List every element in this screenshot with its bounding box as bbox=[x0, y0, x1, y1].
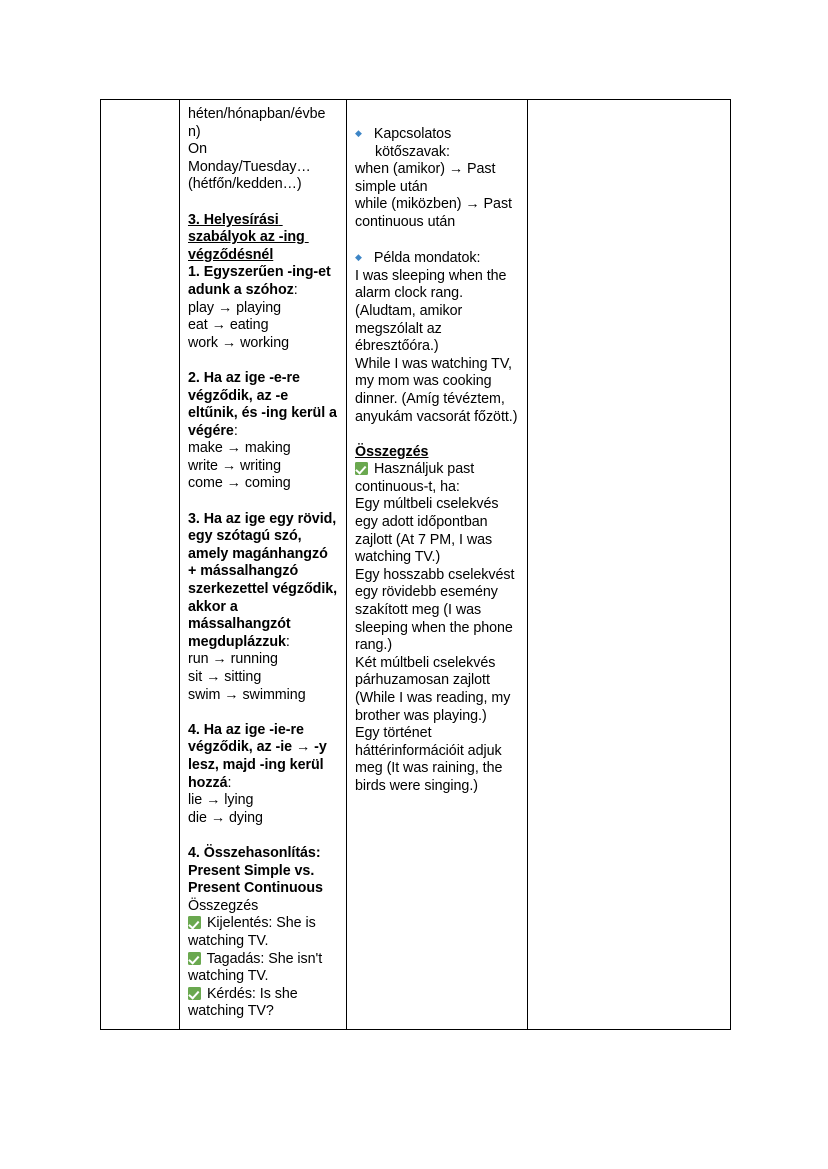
table-cell-spacer bbox=[101, 100, 180, 1030]
examples-bullet-line bbox=[355, 249, 520, 268]
rule-4-title bbox=[188, 722, 339, 792]
example-sentence-1: I was sleeping when the alarm clock rang. (Aludtam, amikor megszólalt az ébresztőóra.) bbox=[355, 267, 511, 355]
blank-cell-content bbox=[528, 100, 730, 114]
spacer-cell-content bbox=[101, 100, 179, 114]
rule-3-title bbox=[188, 510, 342, 652]
conjunction-line-2: while (miközben) → Past continuous után bbox=[355, 196, 516, 230]
rule-3-title-text: 3. Ha az ige egy rövid, egy szótagú szó, amely magánhangzó + mássalhangzó szerkezettel végződik, akkor a mássalhangzót megduplázzuk bbox=[188, 510, 342, 650]
section-4-subheading: Összegzés bbox=[188, 897, 259, 914]
rule-4-example-2: die → dying bbox=[188, 809, 263, 826]
continuation-block bbox=[188, 106, 339, 194]
table-cell-usage-examples bbox=[347, 100, 528, 1030]
rule-2-example-2: write → writing bbox=[188, 457, 281, 474]
check-icon bbox=[188, 987, 201, 1000]
examples-label: Példa mondatok: bbox=[373, 250, 481, 267]
summary-intro-line bbox=[355, 461, 520, 496]
table-cell-spelling-rules bbox=[180, 100, 347, 1030]
summary-case-2: Egy hosszabb cselekvést egy rövidebb esemény szakított meg (I was sleeping when the phone rang.) bbox=[355, 566, 519, 654]
spacer-gap bbox=[355, 426, 520, 444]
summary-block bbox=[355, 444, 520, 796]
continuation-line-4: Monday/Tuesday… bbox=[188, 158, 311, 175]
bullet-gap bbox=[362, 250, 374, 266]
rule-2-block bbox=[188, 370, 339, 493]
rule-2-colon: : bbox=[233, 422, 238, 439]
example-sentence-2: While I was watching TV, my mom was cooking dinner. (Amíg tévéztem, anyukám vacsorát főzött.) bbox=[355, 355, 518, 425]
summary-intro-text: Használjuk past continuous-t, ha: bbox=[355, 461, 479, 495]
section-4-heading: 4. Összehasonlítás: Present Simple vs. Present Continuous bbox=[188, 844, 325, 897]
rule-3-example-2: sit → sitting bbox=[188, 669, 262, 685]
rule-1-title bbox=[188, 264, 339, 299]
rule-2-example-1: make → making bbox=[188, 440, 291, 457]
check-icon bbox=[188, 916, 201, 929]
rule-1-example-2: eat → eating bbox=[188, 317, 269, 334]
section-4-item-3 bbox=[188, 986, 339, 1021]
diamond-bullet-icon: ◆ bbox=[355, 128, 362, 138]
continuation-line-1: héten/hónapban/évbe bbox=[188, 106, 326, 122]
rule-4-title-text: 4. Ha az ige -ie-re végződik, az -ie → -y lesz, majd -ing kerül hozzá bbox=[188, 721, 331, 791]
spacer-gap bbox=[188, 827, 339, 845]
heading-spelling-rules: 3. Helyesírási szabályok az -ing végződésnél bbox=[188, 211, 309, 263]
continuation-line-3: On bbox=[188, 141, 207, 158]
spacer-gap bbox=[188, 194, 339, 212]
check-icon bbox=[188, 952, 201, 965]
summary-case-4: Egy történet háttérinformációit adjuk meg (It was raining, the birds were singing.) bbox=[355, 725, 507, 794]
table-cell-blank bbox=[528, 100, 731, 1030]
conjunction-line-1: when (amikor) → Past simple után bbox=[355, 161, 500, 195]
continuation-line-2: n) bbox=[188, 123, 201, 140]
section-4-block bbox=[188, 845, 339, 1021]
conjunctions-block bbox=[355, 125, 520, 232]
summary-heading: Összegzés bbox=[355, 443, 429, 460]
spelling-rules-content bbox=[180, 100, 346, 1029]
rule-4-colon: : bbox=[227, 774, 232, 791]
rule-4-block bbox=[188, 722, 339, 828]
grammar-table bbox=[100, 99, 731, 1030]
spacer-gap bbox=[188, 704, 339, 722]
summary-case-3: Két múltbeli cselekvés párhuzamosan zajlott (While I was reading, my brother was playing.) bbox=[355, 654, 515, 724]
rule-2-title-text: 2. Ha az ige -e-re végződik, az -e eltűnik, és -ing kerül a végére bbox=[188, 369, 341, 439]
rule-3-example-3: swim → swimming bbox=[188, 686, 306, 703]
rule-1-colon: : bbox=[293, 281, 298, 298]
rule-3-block bbox=[188, 510, 342, 705]
example-sentences-block bbox=[355, 249, 520, 426]
bullet-gap bbox=[362, 126, 374, 142]
summary-case-1: Egy múltbeli cselekvés egy adott időpontban zajlott (At 7 PM, I was watching TV.) bbox=[355, 496, 503, 566]
continuation-line-5: (hétfőn/kedden…) bbox=[188, 176, 302, 193]
section-4-item-1 bbox=[188, 915, 339, 950]
spacer-gap bbox=[355, 232, 520, 250]
check-icon bbox=[355, 462, 368, 475]
rule-1-example-1: play → playing bbox=[188, 299, 282, 316]
conjunctions-label: Kapcsolatos kötőszavak: bbox=[373, 126, 456, 160]
rule-2-example-3: come → coming bbox=[188, 475, 291, 492]
section-4-item-2 bbox=[188, 951, 339, 986]
rule-3-example-1: run → running bbox=[188, 651, 278, 668]
rule-3-colon: : bbox=[285, 633, 290, 650]
heading-3-block bbox=[188, 212, 339, 265]
rule-1-block bbox=[188, 264, 339, 352]
usage-examples-content bbox=[347, 100, 527, 804]
conjunctions-bullet-line bbox=[355, 125, 520, 161]
spacer-gap bbox=[188, 493, 339, 511]
table-row bbox=[101, 100, 731, 1030]
rule-4-example-1: lie → lying bbox=[188, 792, 254, 809]
rule-1-example-3: work → working bbox=[188, 334, 289, 351]
diamond-bullet-icon: ◆ bbox=[355, 252, 362, 263]
section-4-item-3-text: Kérdés: Is she watching TV? bbox=[188, 985, 302, 1020]
rule-1-title-text: 1. Egyszerűen -ing-et adunk a szóhoz bbox=[188, 264, 335, 298]
section-4-item-2-text: Tagadás: She isn't watching TV. bbox=[188, 950, 327, 985]
spacer-gap bbox=[188, 352, 339, 370]
section-4-item-1-text: Kijelentés: She is watching TV. bbox=[188, 915, 320, 949]
rule-2-title bbox=[188, 370, 339, 440]
